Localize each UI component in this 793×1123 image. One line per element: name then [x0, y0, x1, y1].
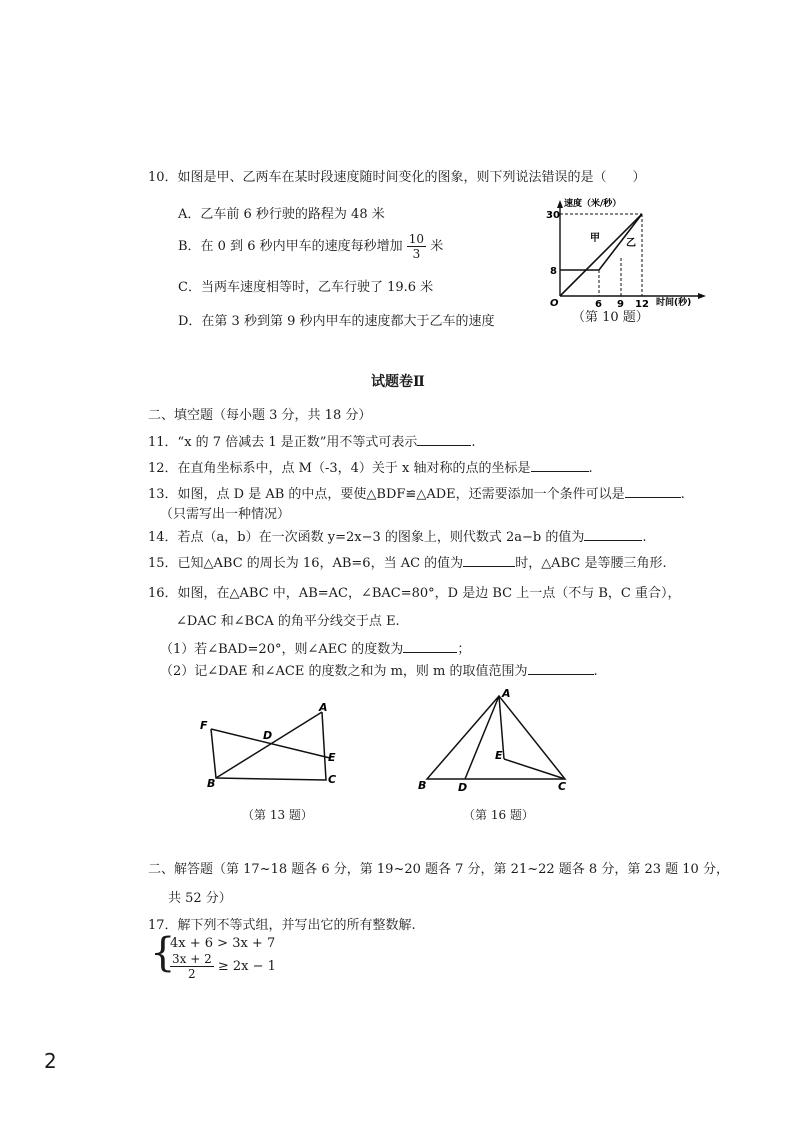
inequality-2 — [170, 952, 276, 981]
y-axis-arrow-icon — [557, 200, 563, 208]
label-b: B — [207, 777, 216, 790]
y-tick-30: 30 — [546, 210, 560, 221]
q13-caption: （第 13 题） — [242, 808, 313, 822]
q16-sub1-answer-blank[interactable] — [403, 640, 457, 653]
q16-sub2 — [160, 660, 598, 679]
x-tick-12: 12 — [635, 299, 649, 308]
q10-option-b-fraction — [407, 232, 426, 261]
segment-ba — [216, 712, 322, 778]
q10-option-a: A．乙车前 6 秒行驶的路程为 48 米 — [178, 207, 385, 222]
q10-option-b — [178, 232, 443, 261]
fraction-numerator: 10 — [408, 232, 425, 246]
fill-heading: 二、填空题（每小题 3 分，共 18 分） — [148, 408, 372, 423]
q16-sub1-end: ； — [457, 642, 471, 657]
q10-option-b-text: B．在 0 到 6 秒内甲车的速度每秒增加 — [178, 239, 403, 254]
inequality-2-fraction — [170, 952, 214, 981]
q11-end: . — [471, 435, 476, 450]
q10-figure — [540, 188, 715, 308]
q13-answer-blank[interactable] — [625, 485, 681, 498]
q13-note: （只需写出一种情况） — [160, 507, 291, 522]
label-e: E — [495, 749, 503, 762]
q12-end: . — [588, 461, 593, 476]
y-axis-label: 速度（米/秒） — [564, 199, 622, 209]
label-b: B — [418, 779, 427, 792]
q12-answer-blank[interactable] — [531, 459, 589, 472]
solve-heading-cont: 共 52 分） — [168, 891, 232, 906]
series-jia — [560, 214, 642, 296]
q16-line2: ∠DAC 和∠BCA 的角平分线交于点 E. — [176, 614, 400, 629]
q14-answer-blank[interactable] — [584, 528, 642, 541]
q13-text: 13．如图，点 D 是 AB 的中点，要使△BDF≌△ADE，还需要添加一个条件可以是 — [148, 487, 625, 502]
x-tick-9: 9 — [617, 299, 624, 308]
q15 — [148, 552, 667, 571]
q15-text-pre: 15．已知△ABC 的周长为 16，AB=6，当 AC 的值为 — [148, 556, 464, 571]
origin-label: O — [550, 298, 559, 308]
q13-end: . — [680, 487, 685, 502]
label-d: D — [458, 781, 468, 794]
label-a: A — [319, 701, 328, 714]
q16-sub2-end: . — [593, 664, 598, 679]
q15-answer-blank[interactable] — [463, 554, 515, 567]
q17: 17．解下列不等式组，并写出它的所有整数解. — [148, 918, 416, 933]
q16-line1: 16．如图，在△ABC 中，AB=AC，∠BAC=80°，D 是边 BC 上一点（不与 B，C 重合）， — [148, 586, 681, 601]
inequality-1: 4x + 6 > 3x + 7 — [170, 936, 276, 951]
y-tick-8: 8 — [550, 266, 557, 277]
system-brace: { — [150, 930, 176, 976]
section-title: 试题卷Ⅱ — [371, 374, 425, 390]
label-d: D — [263, 729, 273, 742]
q16-sub1 — [160, 638, 470, 657]
series-yi-label: 乙 — [626, 238, 636, 249]
label-f: F — [200, 719, 208, 732]
label-c: C — [328, 773, 337, 786]
q13-figure — [195, 700, 345, 795]
fraction-numerator: 3x + 2 — [172, 952, 212, 966]
fraction-denominator: 3 — [412, 247, 421, 261]
q16-sub2-text: （2）记∠DAE 和∠ACE 的度数之和为 m，则 m 的取值范围为 — [160, 664, 528, 679]
segment-ec — [504, 759, 565, 779]
q16-sub2-answer-blank[interactable] — [528, 662, 594, 675]
x-axis-label: 时间(秒) — [656, 298, 692, 308]
x-tick-6: 6 — [595, 299, 602, 308]
q10-option-c: C．当两车速度相等时，乙车行驶了 19.6 米 — [178, 280, 434, 295]
series-jia-label: 甲 — [590, 233, 600, 244]
q11-answer-blank[interactable] — [417, 433, 471, 446]
q12-text: 12．在直角坐标系中，点 M（-3，4）关于 x 轴对称的点的坐标是 — [148, 461, 531, 476]
q14 — [148, 526, 647, 545]
solve-heading: 二、解答题（第 17~18 题各 6 分，第 19~20 题各 7 分，第 21~22 题各 8 分，第 23 题 10 分， — [148, 862, 729, 877]
x-axis-arrow-icon — [698, 293, 706, 299]
q10-option-d: D．在第 3 秒到第 9 秒内甲车的速度都大于乙车的速度 — [178, 314, 495, 329]
page-number: 2 — [44, 1049, 57, 1073]
inequality-2-rhs: ≥ 2x − 1 — [217, 959, 276, 974]
segment-ad — [465, 696, 499, 779]
q16-sub1-text: （1）若∠BAD=20°，则∠AEC 的度数为 — [160, 642, 404, 657]
q10-caption: （第 10 题） — [572, 310, 649, 325]
q13 — [148, 483, 685, 502]
q15-text-post: 时，△ABC 是等腰三角形. — [515, 556, 667, 571]
q10-stem: 10．如图是甲、乙两车在某时段速度随时间变化的图象，则下列说法错误的是（ ） — [148, 170, 646, 185]
label-a: A — [502, 688, 511, 700]
q12 — [148, 457, 593, 476]
q16-figure — [415, 688, 580, 798]
q10-option-b-unit: 米 — [430, 239, 444, 254]
q14-end: . — [642, 530, 647, 545]
q11-text: 11．“x 的 7 倍减去 1 是正数”用不等式可表示 — [148, 435, 418, 450]
triangle-abc — [427, 696, 565, 779]
label-e: E — [328, 751, 336, 764]
label-c: C — [558, 780, 567, 793]
fraction-denominator: 2 — [188, 967, 196, 981]
q11 — [148, 431, 476, 450]
q14-text: 14．若点（a，b）在一次函数 y=2x−3 的图象上，则代数式 2a−b 的值为 — [148, 530, 585, 545]
q16-caption: （第 16 题） — [463, 808, 534, 822]
